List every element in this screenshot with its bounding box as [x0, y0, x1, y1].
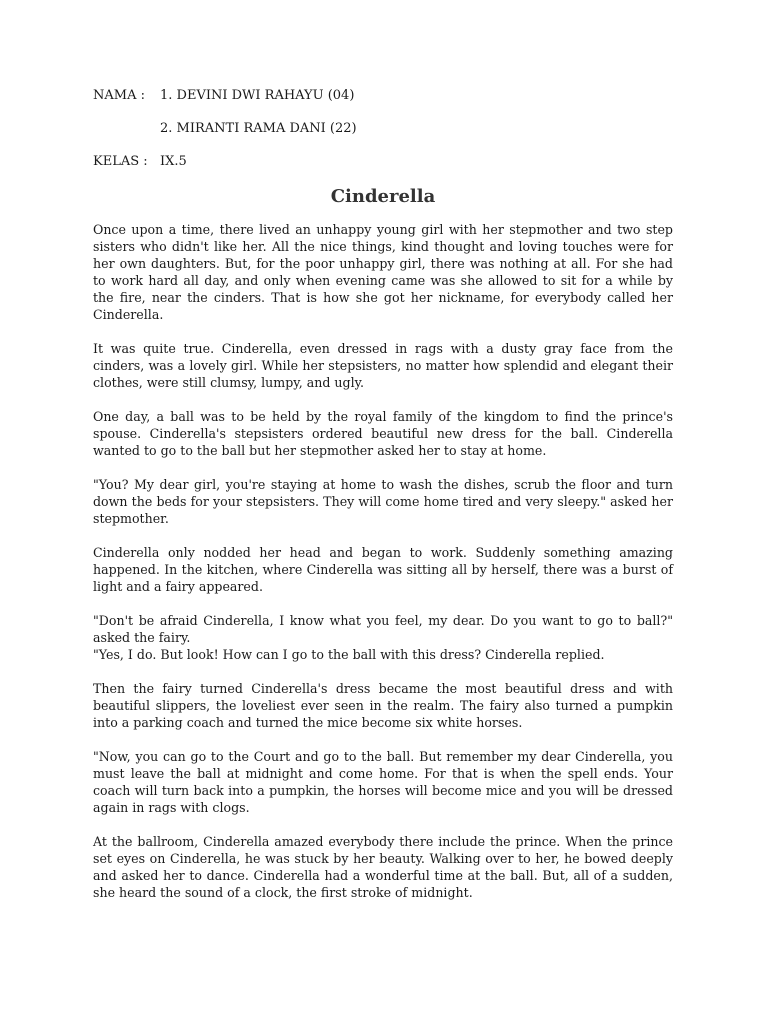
- document-page: [93, 86, 673, 918]
- paragraph-10: At the ballroom, Cinderella amazed everybody there include the prince. When the prince set eyes on Cinderella, he was stuck by her beauty. Walking over to her, he bowed deeply and asked her to dance. Cinderella had a wonderful time at the ball. But, all of a sudden, she heard the sound of a clock, the first stroke of midnight.: [93, 834, 673, 900]
- kelas-label: KELAS :: [93, 154, 148, 169]
- paragraph-1: Once upon a time, there lived an unhappy young girl with her stepmother and two step sisters who didn't like her. All the nice things, kind thought and loving touches were for her own daughters. But, for the poor unhappy girl, there was nothing at all. For she had to work hard all day, and only when evening came was she allowed to sit for a while by the fire, near the cinders. That is how she got her nickname, for everybody called her Cinderella.: [93, 222, 673, 322]
- nama-label-spacer: [93, 119, 160, 139]
- kelas-row: [93, 152, 673, 172]
- paragraph-3: One day, a ball was to be held by the royal family of the kingdom to find the prince's spouse. Cinderella's stepsisters ordered beautiful new dress for the ball. Cinderella wanted to go to the ball but her stepmother asked her to stay at home.: [93, 409, 673, 458]
- paragraph-2: It was quite true. Cinderella, even dressed in rags with a dusty gray face from the cinders, was a lovely girl. While her stepsisters, no matter how splendid and elegant their clothes, were still clumsy, lumpy, and ugly.: [93, 341, 673, 390]
- kelas-value: IX.5: [160, 154, 187, 169]
- member-2: 2. MIRANTI RAMA DANI (22): [160, 121, 357, 136]
- paragraph-4: "You? My dear girl, you're staying at home to wash the dishes, scrub the floor and turn down the beds for your stepsisters. They will come home tired and very sleepy." asked her stepmother.: [93, 477, 673, 526]
- paragraph-8: Then the fairy turned Cinderella's dress became the most beautiful dress and with beautiful slippers, the loveliest ever seen in the realm. The fairy also turned a pumpkin into a parking coach and turned the mice become six white horses.: [93, 681, 673, 730]
- paragraph-6: "Don't be afraid Cinderella, I know what you feel, my dear. Do you want to go to ball?" asked the fairy.: [93, 613, 673, 645]
- paragraph-7: "Yes, I do. But look! How can I go to the ball with this dress? Cinderella replied.: [93, 647, 605, 662]
- nama-row-1: [93, 86, 673, 106]
- nama-label: NAMA :: [93, 88, 145, 103]
- nama-row-2: [93, 119, 673, 139]
- member-1: 1. DEVINI DWI RAHAYU (04): [160, 88, 355, 103]
- story-title: Cinderella: [330, 186, 436, 207]
- paragraph-9: "Now, you can go to the Court and go to the ball. But remember my dear Cinderella, you must leave the ball at midnight and come home. For that is when the spell ends. Your coach will turn back into a pumpkin, the horses will become mice and you will be dressed again in rags with clogs.: [93, 749, 673, 815]
- paragraph-5: Cinderella only nodded her head and began to work. Suddenly something amazing happened. In the kitchen, where Cinderella was sitting all by herself, there was a burst of light and a fairy appeared.: [93, 545, 673, 594]
